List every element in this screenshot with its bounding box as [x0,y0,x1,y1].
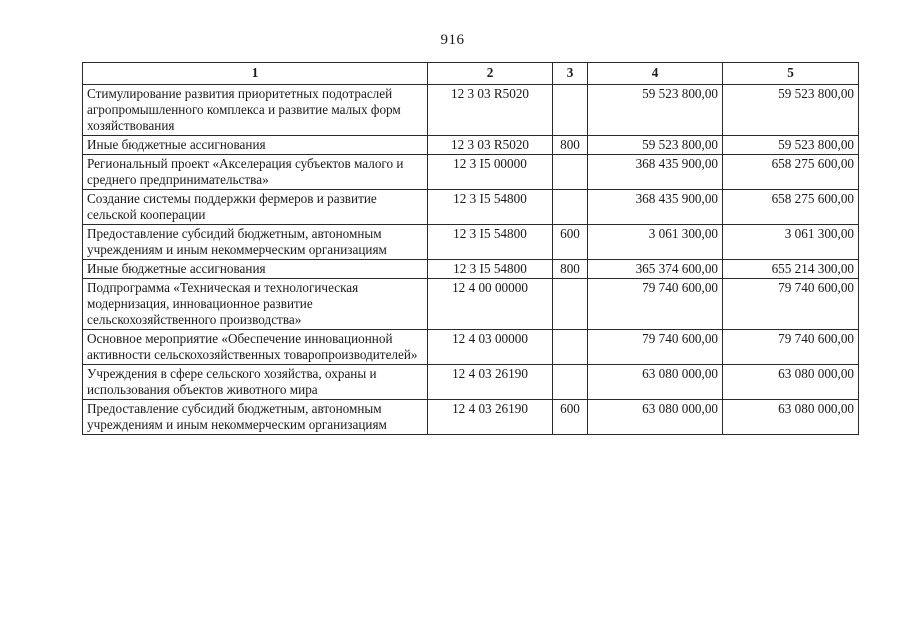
row-sum2-cell: 3 061 300,00 [723,225,859,260]
row-name-cell: Иные бюджетные ассигнования [83,260,428,279]
column-header-3: 3 [553,63,588,85]
row-name-cell: Стимулирование развития приоритетных подотраслей агропромышленного комплекса и развитие малых форм хозяйствования [83,85,428,136]
row-sum2-cell: 63 080 000,00 [723,400,859,435]
row-type-cell: 800 [553,260,588,279]
row-sum2-cell: 658 275 600,00 [723,155,859,190]
table-row [83,85,859,136]
row-type-cell [553,365,588,400]
row-sum2-cell: 63 080 000,00 [723,365,859,400]
table-row [83,190,859,225]
row-sum1-cell: 59 523 800,00 [588,136,723,155]
table-row [83,330,859,365]
row-sum2-cell: 59 523 800,00 [723,136,859,155]
row-sum1-cell: 368 435 900,00 [588,155,723,190]
row-code-cell: 12 4 03 26190 [428,365,553,400]
row-sum1-cell: 3 061 300,00 [588,225,723,260]
header-row [83,63,859,85]
row-code-cell: 12 3 03 R5020 [428,85,553,136]
page-number: 916 [440,32,465,48]
row-type-cell: 600 [553,400,588,435]
row-sum2-cell: 658 275 600,00 [723,190,859,225]
row-sum2-cell: 655 214 300,00 [723,260,859,279]
row-name-cell: Региональный проект «Акселерация субъектов малого и среднего предпринимательства» [83,155,428,190]
column-header-2: 2 [428,63,553,85]
row-code-cell: 12 3 I5 00000 [428,155,553,190]
row-sum1-cell: 59 523 800,00 [588,85,723,136]
column-header-4: 4 [588,63,723,85]
row-sum1-cell: 368 435 900,00 [588,190,723,225]
table-row [83,136,859,155]
row-code-cell: 12 3 03 R5020 [428,136,553,155]
row-sum1-cell: 79 740 600,00 [588,330,723,365]
budget-table [82,62,859,435]
row-code-cell: 12 4 03 00000 [428,330,553,365]
row-sum1-cell: 63 080 000,00 [588,400,723,435]
row-name-cell: Создание системы поддержки фермеров и развитие сельской кооперации [83,190,428,225]
row-sum1-cell: 365 374 600,00 [588,260,723,279]
table-row [83,225,859,260]
row-sum2-cell: 79 740 600,00 [723,330,859,365]
row-name-cell: Учреждения в сфере сельского хозяйства, охраны и использования объектов животного мира [83,365,428,400]
row-code-cell: 12 3 I5 54800 [428,225,553,260]
row-code-cell: 12 4 03 26190 [428,400,553,435]
row-code-cell: 12 3 I5 54800 [428,260,553,279]
table-row [83,155,859,190]
row-code-cell: 12 3 I5 54800 [428,190,553,225]
row-type-cell [553,279,588,330]
row-name-cell: Иные бюджетные ассигнования [83,136,428,155]
table-row [83,400,859,435]
row-name-cell: Предоставление субсидий бюджетным, автономным учреждениям и иным некоммерческим организациям [83,225,428,260]
row-type-cell [553,85,588,136]
row-sum1-cell: 79 740 600,00 [588,279,723,330]
table-row [83,365,859,400]
row-type-cell: 800 [553,136,588,155]
row-sum2-cell: 59 523 800,00 [723,85,859,136]
row-type-cell [553,330,588,365]
row-name-cell: Подпрограмма «Техническая и технологическая модернизация, инновационное развитие сельскохозяйственного производства» [83,279,428,330]
row-sum1-cell: 63 080 000,00 [588,365,723,400]
row-type-cell: 600 [553,225,588,260]
row-name-cell: Основное мероприятие «Обеспечение инновационной активности сельскохозяйственных товаропроизводителей» [83,330,428,365]
row-code-cell: 12 4 00 00000 [428,279,553,330]
row-sum2-cell: 79 740 600,00 [723,279,859,330]
column-header-5: 5 [723,63,859,85]
table-row [83,260,859,279]
row-type-cell [553,190,588,225]
row-name-cell: Предоставление субсидий бюджетным, автономным учреждениям и иным некоммерческим организациям [83,400,428,435]
table-row [83,279,859,330]
column-header-1: 1 [83,63,428,85]
row-type-cell [553,155,588,190]
